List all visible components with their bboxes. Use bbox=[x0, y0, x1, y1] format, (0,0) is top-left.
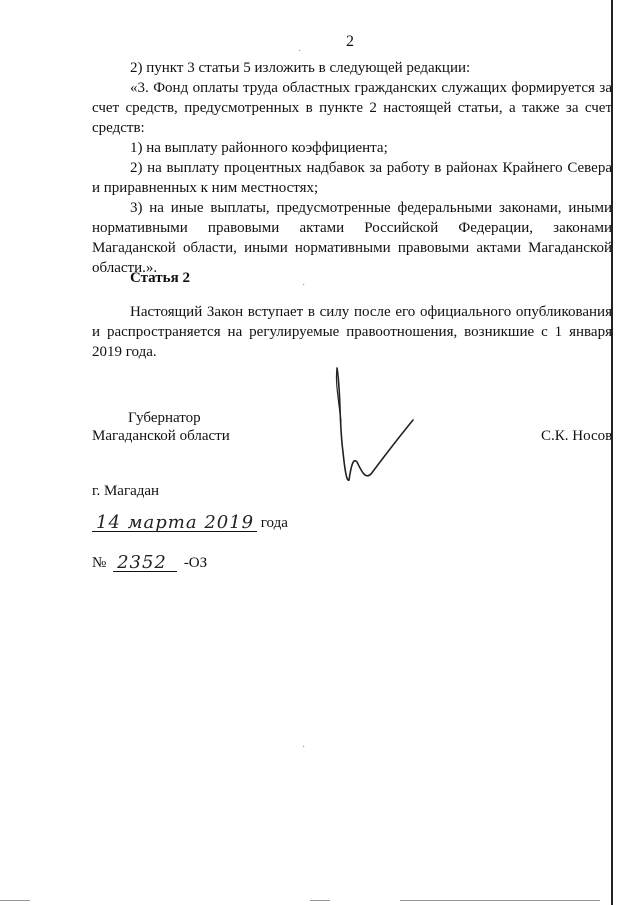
handwritten-signature bbox=[325, 362, 425, 492]
law-number bbox=[92, 553, 207, 572]
paragraph: 1) на выплату районного коэффициента; bbox=[130, 140, 388, 156]
scan-speck: · bbox=[302, 280, 306, 291]
paragraph: «3. Фонд оплаты труда областных гражданских служащих формируется за счет средств, предусмотренных в пункте 2 настоящей статьи, а также за счет средств: bbox=[92, 80, 612, 136]
number-prefix: № bbox=[92, 555, 107, 571]
handwritten-number: 2352 bbox=[117, 552, 167, 573]
date-field bbox=[92, 513, 257, 532]
scan-artifact bbox=[310, 900, 330, 901]
page-number: 2 bbox=[346, 33, 354, 50]
scan-artifact bbox=[400, 900, 600, 901]
governor-title: Губернатор bbox=[128, 410, 201, 426]
article-text bbox=[92, 302, 612, 362]
date-suffix: года bbox=[260, 515, 288, 531]
scan-speck: · bbox=[302, 742, 306, 753]
paragraph: 2) на выплату процентных надбавок за работу в районах Крайнего Севера и приравненных к ним местностях; bbox=[92, 160, 612, 196]
city: г. Магадан bbox=[92, 483, 160, 499]
governor-region: Магаданской области bbox=[92, 428, 230, 444]
scan-speck: · bbox=[298, 46, 302, 57]
signing-date bbox=[92, 513, 288, 532]
paragraph: 2) пункт 3 статьи 5 изложить в следующей редакции: bbox=[130, 60, 471, 76]
scan-artifact bbox=[0, 900, 30, 901]
article-title: Статья 2 bbox=[130, 270, 190, 286]
number-suffix: -ОЗ bbox=[183, 555, 208, 571]
number-field bbox=[113, 553, 177, 572]
governor-name: С.К. Носов bbox=[541, 428, 613, 444]
handwritten-date: 14 марта 2019 bbox=[96, 512, 255, 533]
document-body bbox=[92, 58, 612, 278]
paragraph: 3) на иные выплаты, предусмотренные федеральными законами, иными нормативными правовыми актами Российской Федерации, законами Магаданской области, иными нормативными правовыми актами Магаданской области.». bbox=[92, 200, 612, 276]
paragraph: Настоящий Закон вступает в силу после его официального опубликования и распространяется на регулируемые правоотношения, возникшие с 1 января 2019 года. bbox=[92, 304, 612, 360]
